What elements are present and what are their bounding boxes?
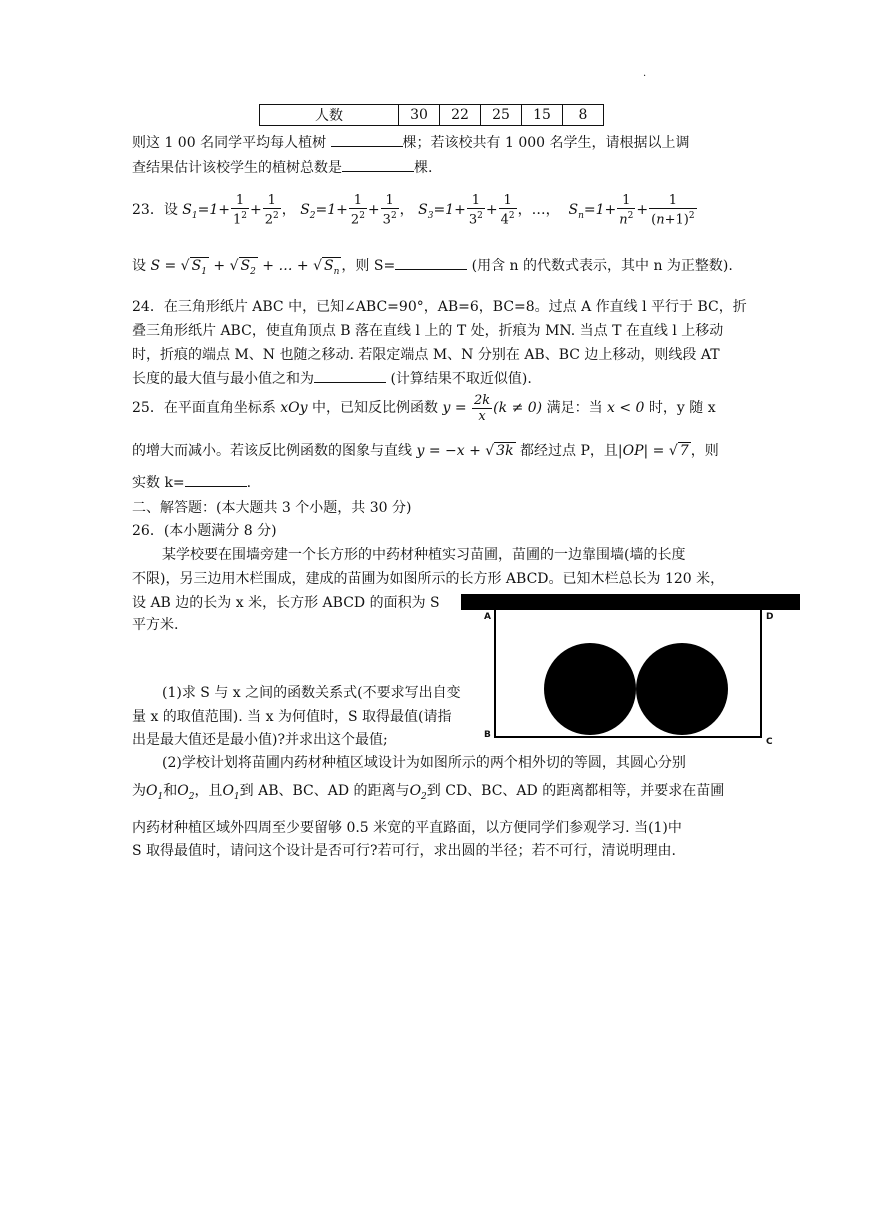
answer-blank [395,255,467,270]
q22-line1 [132,132,690,152]
circle-o1 [544,643,636,735]
q26-sub1-line1: (1)求 S 与 x 之间的函数关系式(不要求写出自变 [162,685,461,701]
text: 棵. [414,160,433,176]
q24-line2: 叠三角形纸片 ABC，使直角顶点 B 落在直线 l 上的 T 处，折痕为 MN. 当点 T 在直线 l 上移动 [132,323,724,339]
data-table [259,104,604,126]
answer-blank [331,132,403,147]
label-c: C [766,737,773,747]
q24-line4 [132,368,532,388]
question-number: 23．设 [132,202,178,218]
answer-blank [342,157,414,172]
q26-sub2-line3: 内药材种植区域外四周至少要留够 0.5 米宽的平直路面，以方便同学们参观学习. 当(1)中 [132,820,682,836]
fraction: $\frac{1}{2^2}$ [350,192,365,228]
text: 中，已知反比例函数 [307,400,443,416]
circle-o2 [636,643,728,735]
text: ，则 S= [341,258,396,274]
text: (用含 n 的代数式表示，其中 n 为正整数). [467,258,733,274]
math-line: y = −x + [416,443,486,459]
text: ，且 [194,783,223,799]
text: 为 [132,783,146,799]
table-cell: 22 [440,105,481,126]
label-b: B [484,730,491,740]
q26-sub1-line2: 量 x 的取值范围). 当 x 为何值时，S 取得最值(请指 [132,709,452,725]
text: 满足：当 [542,400,608,416]
text: ，则 [690,443,719,459]
q26-para-line3: 设 AB 边的长为 x 米，长方形 ABCD 的面积为 S [132,595,440,611]
q25-line1 [132,388,716,428]
q24-line1: 24．在三角形纸片 ABC 中，已知∠ABC=90°，AB=6，BC=8。过点 A 作直线 l 平行于 BC，折 [132,299,747,315]
label-d: D [766,612,774,622]
fraction: $\frac{1}{n^2}$ [619,192,634,228]
text: 到 CD、BC、AD 的距离都相等，并要求在苗圃 [426,783,725,799]
formula-s1: $S_1=1+$ [182,202,230,221]
fraction: $\frac{1}{(n+1)^2}$ [651,192,695,228]
table-cell: 25 [481,105,522,126]
rectangle-abcd [494,610,762,738]
table-cell: 8 [563,105,604,126]
formula-sn: $S_n=1+$ [564,202,617,221]
table-cell: 30 [399,105,440,126]
fraction: $\frac{1}{1^2}$ [232,192,247,228]
q26-heading: 26．(本小题满分 8 分) [132,523,277,539]
q26-sub1-line3: 出是最大值还是最小值)?并求出这个最值; [132,732,388,748]
math-o2: $O_2$ [177,783,195,802]
q26-sub2-line1: (2)学校计划将苗圃内药材种植区域设计为如图所示的两个相外切的等圆，其圆心分别 [162,755,686,771]
formula-s2: $S_2=1+$ [300,202,348,221]
fraction: $\frac{1}{3^2}$ [382,192,397,228]
corner-mark: . [643,68,647,79]
section-heading: 二、解答题：(本大题共 3 个小题，共 30 分) [132,500,412,516]
text: 则这 1 00 名同学平均每人植树 [132,135,331,151]
garden-figure [461,594,800,749]
q25-line2 [132,440,719,460]
wall [461,594,800,610]
q25-line3 [132,472,251,492]
q22-line2 [132,157,432,177]
math-condition: x < 0 [607,400,645,416]
math-o1: $O_1$ [146,783,164,802]
text: 和 [163,783,178,799]
text: 棵；若该校共有 1 000 名学生，请根据以上调 [402,135,690,151]
math-o1: $O_1$ [222,783,240,802]
fraction: $\frac{1}{2^2}$ [264,192,279,228]
math-op: |OP| = [617,443,669,459]
q26-para-line1: 某学校要在围墙旁建一个长方形的中药材种植实习苗圃，苗圃的一边靠围墙(墙的长度 [162,547,686,563]
math-sqrt-7: √ 7 [668,443,689,459]
math-sqrt-3k: √ 3k [485,443,514,459]
text: 实数 k= [132,475,185,491]
table-header-cell: 人数 [260,105,399,126]
fraction: $\frac{1}{3^2}$ [468,192,483,228]
text: (计算结果不取近似值). [386,371,532,387]
q23-formula-line: 23．设 $S_1=1+$ $\frac{1}{1^2}$ + $\frac{1}{2^2}$ ， $S_2=1+$ $\frac{1}{2^2}$ + $\frac{1}{3^2}$ ， $S_3=1+$ $\frac{1}{3^2}$ + $\frac{1}{4^2}$ ，…， $S_n=1+$ $\frac{1}{n^2}$ + $\frac{1}{(n+1)^2}$ [132,192,695,228]
q26-sub2-line4: S 取得最值时，请问这个设计是否可行?若可行，求出圆的半径；若不可行，清说明理由. [132,843,676,859]
q26-para-line2: 不限)，另三边用木栏围成，建成的苗圃为如图所示的长方形 ABCD。已知木栏总长为 120 米， [132,571,725,587]
q24-line3: 时，折痕的端点 M、N 也随之移动. 若限定端点 M、N 分别在 AB、BC 边上移动，则线段 AT [132,347,720,363]
label-a: A [484,612,491,622]
table-cell: 15 [522,105,563,126]
text: 到 AB、BC、AD 的距离与 [239,783,410,799]
q26-para-line4: 平方米. [132,617,179,633]
answer-blank [314,368,386,383]
text: 查结果估计该校学生的植树总数是 [132,160,342,176]
text: . [246,475,252,491]
fraction: $\frac{1}{4^2}$ [500,192,515,228]
answer-blank [185,472,247,487]
math-xoy: xOy [280,400,308,416]
math-o2: $O_2$ [409,783,427,802]
formula-s3: $S_3=1+$ [418,202,466,221]
q23-line2 [132,255,733,277]
function-formula: y = $\frac{2k}{x}$ (k ≠ 0) [442,392,543,424]
text: 设 [132,258,146,274]
text: 25．在平面直角坐标系 [132,400,281,416]
text: 长度的最大值与最小值之和为 [132,371,314,387]
text: 都经过点 P，且 [515,443,618,459]
text: ，…， [517,202,560,218]
text: 的增大而减小。若该反比例函数的图象与直线 [132,443,417,459]
formula-s-sum: S = √ $S_1$ + √ $S_2$ + … + √ $S_n$ [150,258,340,277]
text: 时，y 随 x [644,400,716,416]
q26-sub2-line2 [132,780,724,802]
